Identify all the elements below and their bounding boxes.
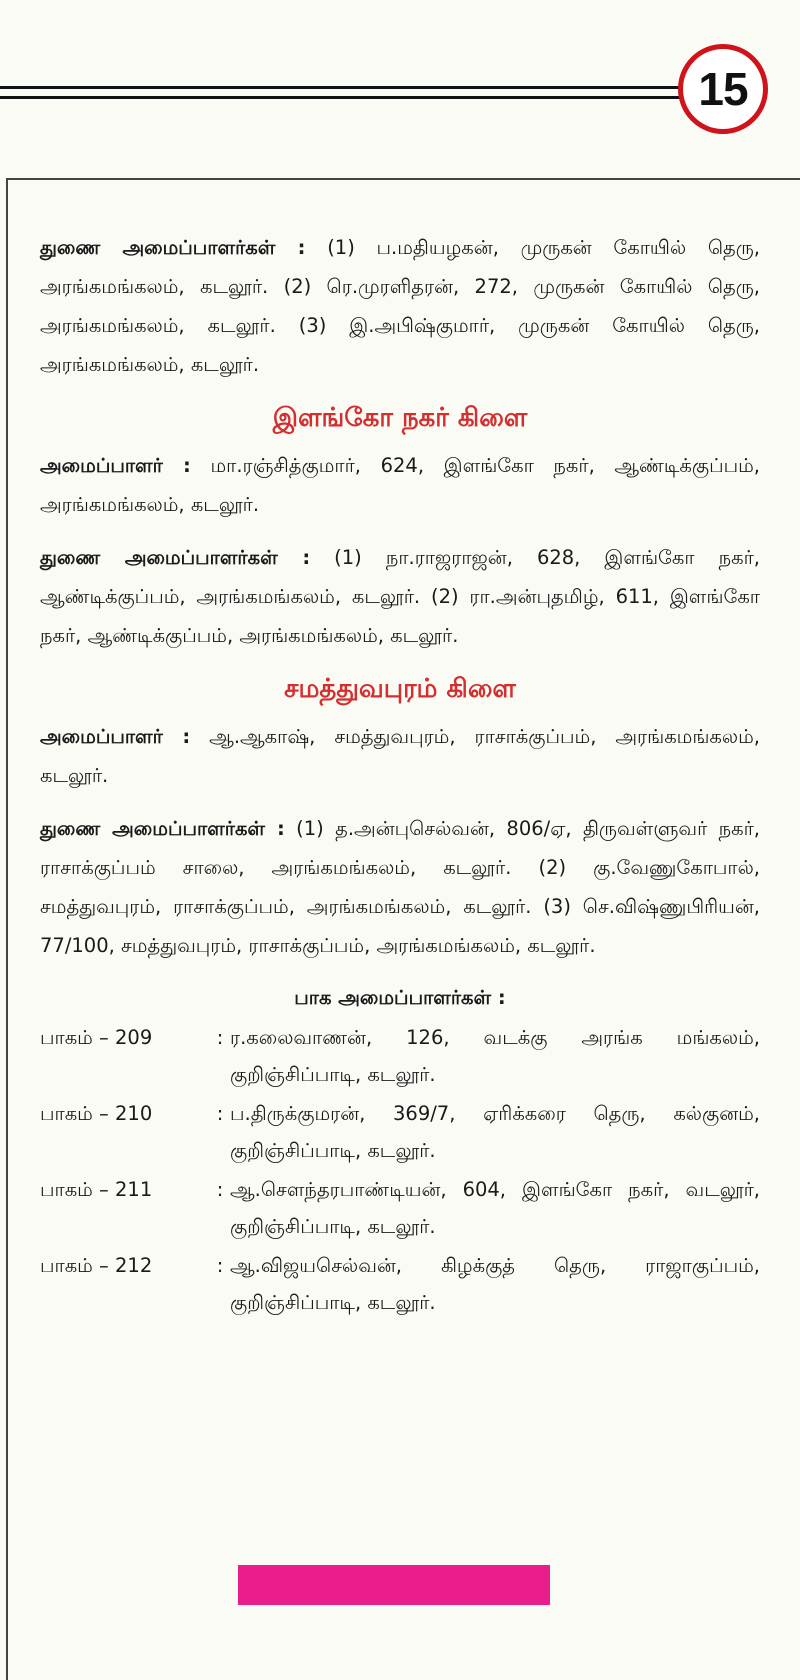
- part-row: [40, 1247, 760, 1321]
- part-number: பாகம் – 210: [40, 1102, 153, 1125]
- part-address: ப.திருக்குமரன், 369/7, ஏரிக்கரை தெரு, கல்குனம், குறிஞ்சிப்பாடி, கடலூர்.: [230, 1102, 760, 1162]
- deputies-label: துணை அமைப்பாளர்கள் :: [40, 546, 311, 569]
- organizer-text: ஆ.ஆகாஷ், சமத்துவபுரம், ராசாக்குப்பம், அரங்கமங்கலம், கடலூர்.: [40, 725, 760, 787]
- page-content: [40, 228, 760, 1323]
- part-separator: :: [216, 1026, 224, 1049]
- part-separator: :: [216, 1102, 224, 1125]
- part-row: [40, 1019, 760, 1093]
- part-number: பாகம் – 211: [40, 1178, 153, 1201]
- part-separator: :: [216, 1254, 224, 1277]
- part-number: பாகம் – 209: [40, 1026, 153, 1049]
- organizer-paragraph: [40, 717, 760, 795]
- part-separator: :: [216, 1178, 224, 1201]
- section-heading-samathuvapuram: சமத்துவபுரம் கிளை: [284, 674, 516, 704]
- part-address: ஆ.சௌந்தரபாண்டியன், 604, இளங்கோ நகர், வடலூர், குறிஞ்சிப்பாடி, கடலூர்.: [230, 1178, 760, 1238]
- next-section-heading-bar: [238, 1565, 550, 1605]
- part-row: [40, 1171, 760, 1245]
- section-heading-ilango: இளங்கோ நகர் கிளை: [272, 403, 528, 433]
- part-organizers-heading: பாக அமைப்பாளர்கள் :: [294, 986, 506, 1009]
- deputies-text: (1) த.அன்புசெல்வன், 806/ஏ, திருவள்ளுவர் நகர், ராசாக்குப்பம் சாலை, அரங்கமங்கலம், கடலூர். (2) கு.வேணுகோபால், சமத்துவபுரம், ராசாக்குப்பம், அரங்கமங்கலம், கடலூர். (3) செ.விஷ்ணுபிரியன், 77/100, சமத்துவபுரம், ராசாக்குப்பம், அரங்கமங்கலம், கடலூர்.: [40, 817, 760, 957]
- deputies-label: துணை அமைப்பாளர்கள் :: [40, 236, 306, 259]
- page-number-badge: [678, 44, 768, 134]
- part-number: பாகம் – 212: [40, 1254, 153, 1277]
- page-number: 15: [698, 63, 748, 115]
- part-address: ர.கலைவாணன், 126, வடக்கு அரங்க மங்கலம், குறிஞ்சிப்பாடி, கடலூர்.: [230, 1026, 760, 1086]
- deputies-paragraph: [40, 809, 760, 965]
- part-row: [40, 1095, 760, 1169]
- deputies-text: (1) ப.மதியழகன், முருகன் கோயில் தெரு, அரங்கமங்கலம், கடலூர். (2) ரெ.முரளிதரன், 272, முருகன் கோயில் தெரு, அரங்கமங்கலம், கடலூர். (3) இ.அபிஷ்குமார், முருகன் கோயில் தெரு, அரங்கமங்கலம், கடலூர்.: [40, 236, 760, 376]
- organizer-label: அமைப்பாளர் :: [40, 454, 191, 477]
- deputies-paragraph: [40, 538, 760, 655]
- organizer-paragraph: [40, 446, 760, 524]
- header-rule-top: [0, 86, 690, 89]
- header-rule-bottom: [0, 96, 690, 99]
- deputies-paragraph: [40, 228, 760, 384]
- organizer-label: அமைப்பாளர் :: [40, 725, 191, 748]
- deputies-text: (1) நா.ராஜராஜன், 628, இளங்கோ நகர், ஆண்டிக்குப்பம், அரங்கமங்கலம், கடலூர். (2) ரா.அன்புதமிழ், 611, இளங்கோ நகர், ஆண்டிக்குப்பம், அரங்கமங்கலம், கடலூர்.: [40, 546, 760, 647]
- part-address: ஆ.விஜயசெல்வன், கிழக்குத் தெரு, ராஜாகுப்பம், குறிஞ்சிப்பாடி, கடலூர்.: [230, 1254, 760, 1314]
- organizer-text: மா.ரஞ்சித்குமார், 624, இளங்கோ நகர், ஆண்டிக்குப்பம், அரங்கமங்கலம், கடலூர்.: [40, 454, 760, 516]
- deputies-label: துணை அமைப்பாளர்கள் :: [40, 817, 285, 840]
